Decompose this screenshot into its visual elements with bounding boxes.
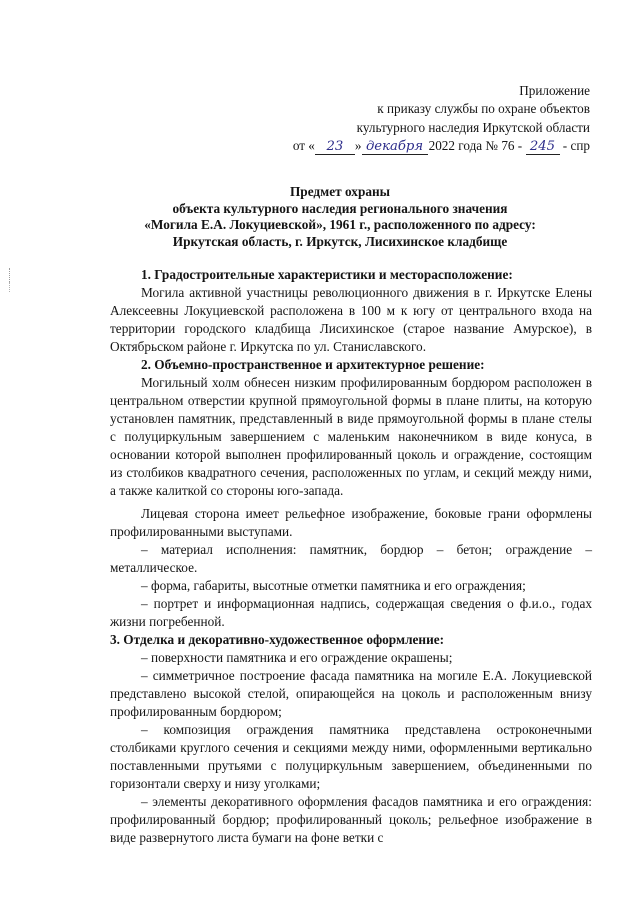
title-line: объекта культурного наследия регионального значения <box>172 200 508 216</box>
title-line: Иркутская область, г. Иркутск, Лисихинское кладбище <box>172 233 508 249</box>
appendix-header <box>293 82 590 156</box>
title-line: «Могила Е.А. Локуциевской», 1961 г., расположенного по адресу: <box>144 217 536 233</box>
number-suffix: - спр <box>562 138 590 154</box>
handwritten-number: 245 <box>526 140 560 155</box>
header-line: Приложение <box>519 83 590 98</box>
title-line: Предмет охраны <box>289 184 391 199</box>
handwritten-day: 23 <box>315 140 355 155</box>
header-date-line <box>293 137 590 155</box>
list-item: – композиция ограждения памятника представлена остроконечными столбиками круглого сечения и секциями между ними, оформленными вертикально поставленными прутьями с полуциркульным завершением, объединенными по горизонтали сверху и низу уголками; <box>110 722 592 791</box>
date-prefix: от « <box>292 138 315 154</box>
document-body <box>110 266 592 847</box>
list-item: – поверхности памятника и его ограждение окрашены; <box>141 650 453 665</box>
handwritten-month: декабря <box>362 140 428 155</box>
section-heading: 2. Объемно-пространственное и архитектурное решение: <box>141 357 485 372</box>
date-suffix: 2022 года № 76 - <box>428 138 523 154</box>
paragraph: Могила активной участницы революционного движения в г. Иркутске Елены Алексеевны Локуциевской расположена в 100 м к югу от центрального входа на территории городского кладбища Лисихинское (старое название Амурское), в Октябрьском районе г. Иркутска по ул. Станиславского. <box>110 285 592 354</box>
list-item: – материал исполнения: памятник, бордюр – бетон; ограждение – металлическое. <box>110 542 592 575</box>
header-line: культурного наследия Иркутской области <box>356 119 590 135</box>
section-heading: 1. Градостроительные характеристики и месторасположение: <box>141 267 513 282</box>
date-mid: » <box>354 138 362 154</box>
header-line: к приказу службы по охране объектов <box>377 101 590 117</box>
paragraph: Могильный холм обнесен низким профилированным бордюром расположен в центральном отверстии крупной прямоугольной формы в плане плиты, на которую установлен памятник, представленный в виде прямоугольной формы в плане стелы с полуциркульным завершением с маленьким наконечником в виде конуса, в основании которой выполнен профилированный цоколь и ограждение, состоящим из столбиков квадратного сечения, расположенных по углам, и секций между ними, а также калиткой со стороны юго-запада. <box>110 375 592 498</box>
list-item: – портрет и информационная надпись, содержащая сведения о ф.и.о., годах жизни погребенной. <box>110 596 592 629</box>
list-item: – элементы декоративного оформления фасадов памятника и его ограждения: профилированный бордюр; профилированный цоколь; рельефное изображение в виде развернутого листа бумаги на фоне ветки с <box>110 794 592 845</box>
document-title <box>110 184 570 250</box>
paragraph: Лицевая сторона имеет рельефное изображение, боковые грани оформлены профилированными выступами. <box>110 506 592 539</box>
list-item: – форма, габариты, высотные отметки памятника и его ограждения; <box>141 578 526 593</box>
list-item: – симметричное построение фасада памятника на могиле Е.А. Локуциевской представлено высокой стелой, опирающейся на цоколь и расположенным внизу профилированным бордюром; <box>110 668 592 719</box>
section-heading: 3. Отделка и декоративно-художественное оформление: <box>110 632 445 647</box>
margin-mark <box>9 282 12 292</box>
